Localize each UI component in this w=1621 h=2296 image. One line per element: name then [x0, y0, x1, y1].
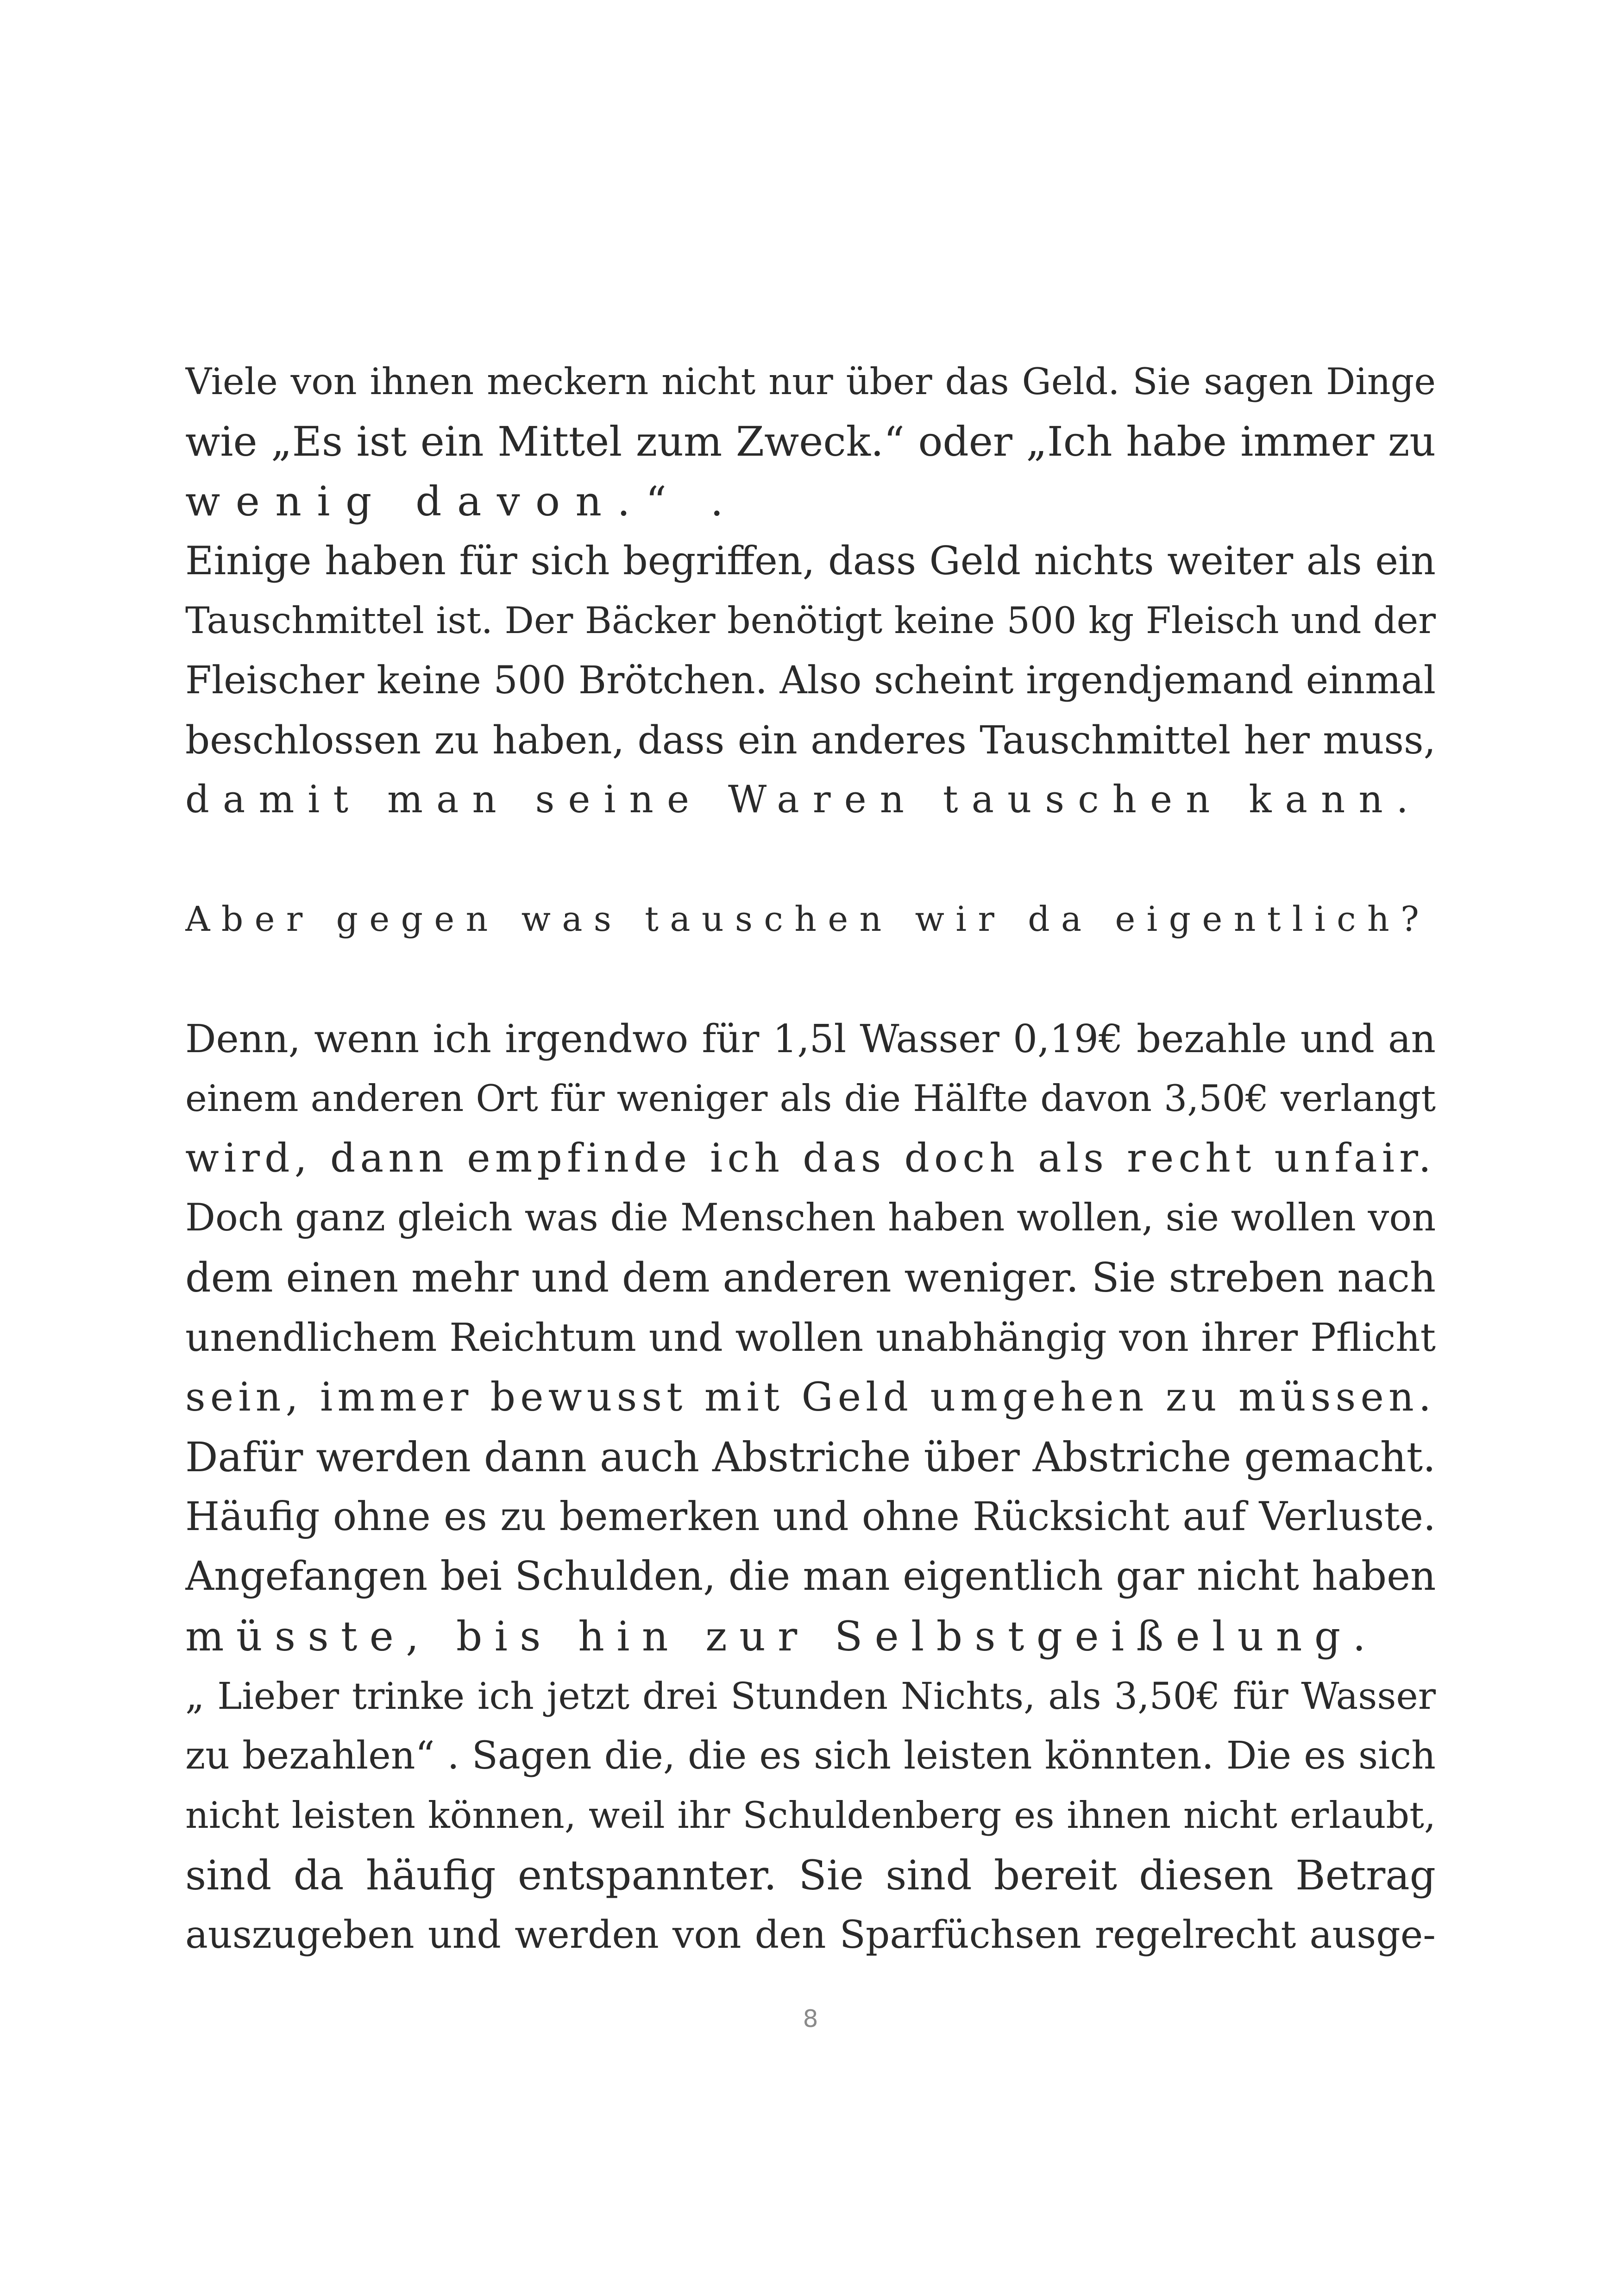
text-line: Tauschmittel ist. Der Bäcker benötigt keine 500 kg Fleisch und der [185, 599, 1436, 642]
text-line: Häufig ohne es zu bemerken und ohne Rücksicht auf Verluste. [185, 1494, 1436, 1540]
text-line: beschlossen zu haben, dass ein anderes Tauschmittel her muss, [185, 718, 1436, 763]
text-line: sein, immer bewusst mit Geld umgehen zu müssen. [185, 1374, 1436, 1420]
text-line: unendlichem Reichtum und wollen unabhängig von ihrer Pflicht [185, 1315, 1436, 1360]
text-line: Aber gegen was tauschen wir da eigentlich? [185, 899, 1431, 939]
text-line: dem einen mehr und dem anderen weniger. Sie streben nach [185, 1254, 1436, 1301]
text-line: Fleischer keine 500 Brötchen. Also scheint irgendjemand einmal [185, 659, 1436, 703]
text-line: auszugeben und werden von den Sparfüchsen regelrecht ausge- [185, 1913, 1436, 1957]
blank-line [185, 949, 1436, 1009]
text-line: Viele von ihnen meckern nicht nur über das Geld. Sie sagen Dinge [185, 360, 1436, 403]
text-line: „ Lieber trinke ich jetzt drei Stunden Nichts, als 3,50€ für Wasser [185, 1675, 1436, 1718]
text-line: damit man seine Waren tauschen kann. [185, 778, 1422, 822]
text-line: wie „Es ist ein Mittel zum Zweck.“ oder „Ich habe immer zu [185, 418, 1436, 465]
text-line: Dafür werden dann auch Abstriche über Abstriche gemacht. [185, 1433, 1436, 1481]
text-line: Denn, wenn ich irgendwo für 1,5l Wasser 0,19€ bezahle und an [185, 1016, 1436, 1061]
text-line: Angefangen bei Schulden, die man eigentlich gar nicht haben [185, 1553, 1436, 1600]
text-line: wenig davon.“ . [185, 477, 739, 525]
text-line: müsste, bis hin zur Selbstgeißelung. [185, 1612, 1378, 1660]
text-line: nicht leisten können, weil ihr Schuldenberg es ihnen nicht erlaubt, [185, 1794, 1436, 1837]
blank-line [185, 830, 1436, 890]
text-line: zu bezahlen“ . Sagen die, die es sich leisten könnten. Die es sich [185, 1734, 1436, 1778]
text-line: wird, dann empfinde ich das doch als recht unfair. [185, 1135, 1436, 1181]
text-line: Doch ganz gleich was die Menschen haben wollen, sie wollen von [185, 1196, 1436, 1240]
text-line: einem anderen Ort für weniger als die Hälfte davon 3,50€ verlangt [185, 1077, 1436, 1120]
text-line: sind da häufig entspannter. Sie sind bereit diesen Betrag [185, 1851, 1436, 1899]
body-text [185, 352, 1436, 1965]
page-number: 8 [803, 2005, 818, 2033]
text-line: Einige haben für sich begriffen, dass Geld nichts weiter als ein [185, 538, 1436, 583]
